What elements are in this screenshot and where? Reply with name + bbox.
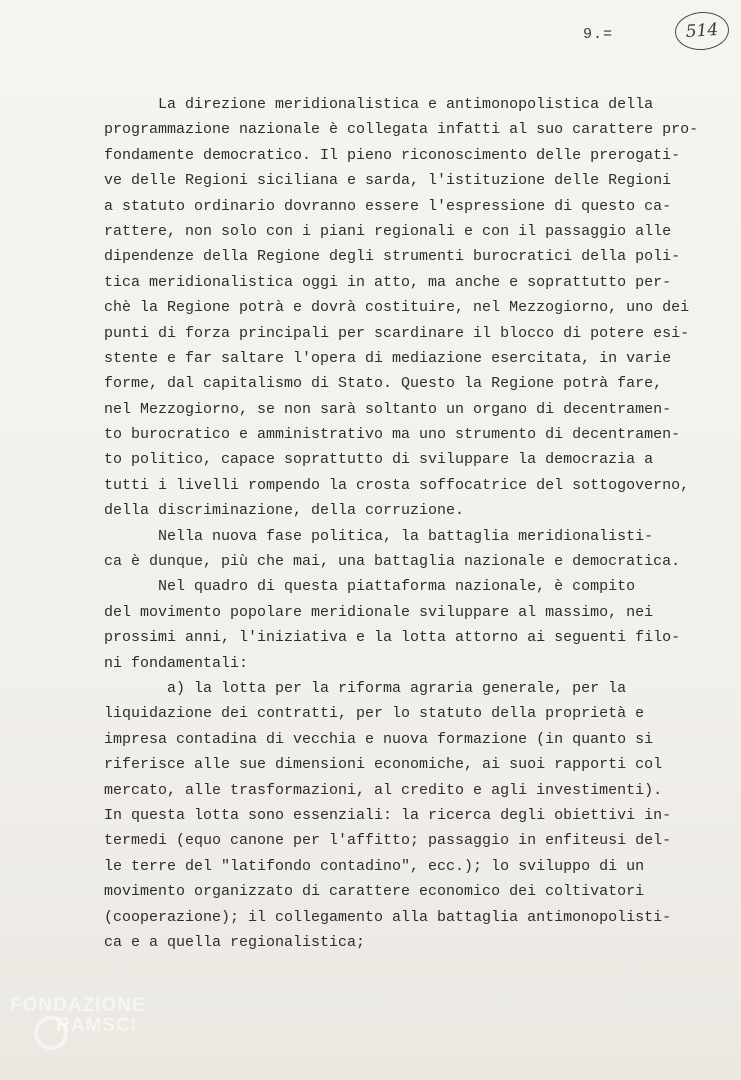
text-line: ca è dunque, più che mai, una battaglia nazionale e democratica. [104,553,681,571]
text-line: stente e far saltare l'opera di mediazione esercitata, in varie [104,349,672,367]
text-line: riferisce alle sue dimensioni economiche, ai suoi rapporti col [104,756,663,774]
text-line: (cooperazione); il collegamento alla battaglia antimonopolisti- [104,908,672,926]
text-line: movimento organizzato di carattere economico dei coltivatori [104,883,645,901]
gramsci-logo-icon [34,1016,68,1050]
watermark-line-1: FONDAZIONE [10,995,146,1016]
text-line: impresa contadina di vecchia e nuova formazione (in quanto si [104,730,654,748]
text-line: nel Mezzogiorno, se non sarà soltanto un organo di decentramen- [104,400,672,418]
text-line: ca e a quella regionalistica; [104,933,366,951]
text-line: ve delle Regioni siciliana e sarda, l'istituzione delle Regioni [104,172,672,190]
text-line: tutti i livelli rompendo la crosta soffocatrice del sottogoverno, [104,476,690,494]
text-line: termedi (equo canone per l'affitto; passaggio in enfiteusi del- [104,832,672,850]
text-line: le terre del "latifondo contadino", ecc.); lo sviluppo di un [104,857,645,875]
text-line: liquidazione dei contratti, per lo statuto della proprietà e [104,705,645,723]
text-line: In questa lotta sono essenziali: la ricerca degli obiettivi in- [104,806,672,824]
text-line: La direzione meridionalistica e antimonopolistica della [104,96,654,113]
text-line: programmazione nazionale è collegata infatti al suo carattere pro- [104,121,699,139]
text-line: Nel quadro di questa piattaforma nazionale, è compito [104,578,636,596]
text-line: Nella nuova fase politica, la battaglia meridionalisti- [104,527,654,545]
text-line: forme, dal capitalismo di Stato. Questo la Regione potrà fare, [104,375,663,393]
text-line: ni fondamentali: [104,654,249,672]
text-line: dipendenze della Regione degli strumenti burocratici della poli- [104,248,681,266]
text-line: rattere, non solo con i piani regionali e con il passaggio alle [104,222,672,240]
text-line: a statuto ordinario dovranno essere l'espressione di questo ca- [104,197,672,215]
page-number: 9.= [583,26,614,43]
archive-stamp: 514 [674,10,731,52]
text-line: del movimento popolare meridionale sviluppare al massimo, nei [104,603,654,621]
typewritten-body [104,92,704,955]
text-line: della discriminazione, della corruzione. [104,502,465,520]
text-line: prossimi anni, l'iniziativa e la lotta attorno ai seguenti filo- [104,629,681,647]
foundation-watermark [10,996,200,1036]
text-line: a) la lotta per la riforma agraria generale, per la [104,679,627,697]
text-line: fondamente democratico. Il pieno riconoscimento delle prerogati- [104,146,681,164]
text-line: chè la Regione potrà e dovrà costituire, nel Mezzogiorno, uno dei [104,299,690,317]
text-line: to burocratico e amministrativo ma uno strumento di decentramen- [104,426,681,444]
watermark-line-2: RAMSCI [56,1015,137,1036]
text-line: to politico, capace soprattutto di sviluppare la democrazia a [104,451,654,469]
text-line: tica meridionalistica oggi in atto, ma anche e soprattutto per- [104,273,672,291]
text-line: mercato, alle trasformazioni, al credito e agli investimenti). [104,781,663,799]
text-line: punti di forza principali per scardinare il blocco di potere esi- [104,324,690,342]
